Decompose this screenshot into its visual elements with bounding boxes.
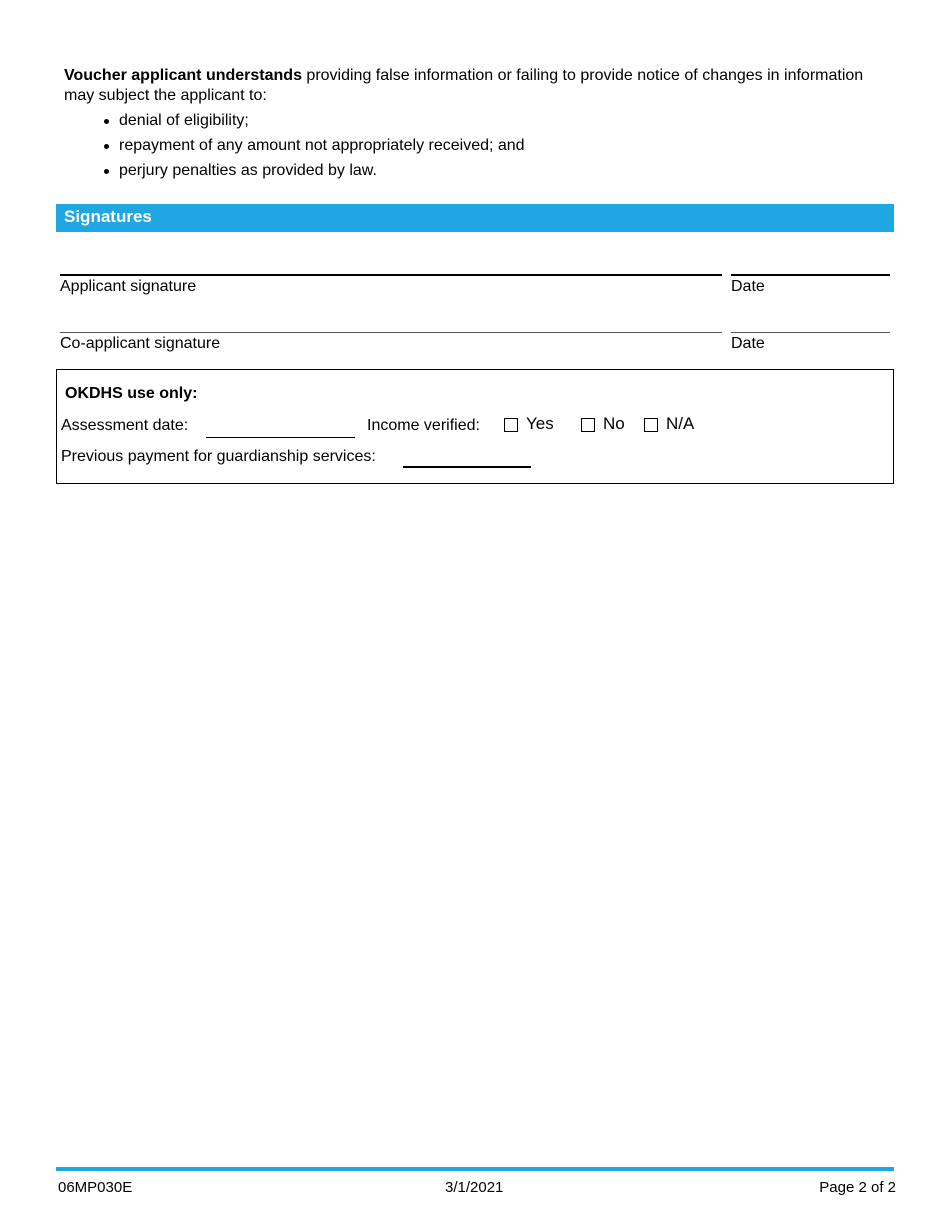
list-item: perjury penalties as provided by law. <box>100 160 525 185</box>
income-no-label: No <box>603 414 625 433</box>
income-na-checkbox[interactable] <box>644 418 658 432</box>
assessment-date-field[interactable] <box>206 437 355 438</box>
bullet-icon <box>104 144 109 149</box>
assessment-date-label: Assessment date: <box>61 417 189 434</box>
applicant-date-label: Date <box>731 278 765 295</box>
coapplicant-signature-label: Co-applicant signature <box>60 335 221 352</box>
bullet-icon <box>104 119 109 124</box>
coapplicant-date-label: Date <box>731 335 765 352</box>
form-id: 06MP030E <box>58 1179 133 1196</box>
okdhs-use-only-box <box>56 369 894 484</box>
income-verified-label: Income verified: <box>367 417 480 434</box>
income-yes-checkbox[interactable] <box>504 418 518 432</box>
footer-divider <box>56 1167 894 1171</box>
intro-text: providing false information or failing to provide notice of changes in information may subject the applicant to: <box>64 67 864 104</box>
bullet-icon <box>104 169 109 174</box>
applicant-date-line[interactable] <box>731 274 890 276</box>
intro-bold: Voucher applicant understands <box>64 67 302 84</box>
list-item: repayment of any amount not appropriately received; and <box>100 135 525 160</box>
income-na-label: N/A <box>666 414 695 433</box>
income-yes-label: Yes <box>526 414 554 433</box>
signatures-section-header <box>56 204 894 232</box>
income-no-checkbox[interactable] <box>581 418 595 432</box>
intro-paragraph <box>64 66 884 106</box>
applicant-signature-label: Applicant signature <box>60 278 197 295</box>
okdhs-title: OKDHS use only: <box>65 385 198 402</box>
coapplicant-signature-line[interactable] <box>60 332 722 333</box>
previous-payment-field[interactable] <box>403 466 531 468</box>
list-item: denial of eligibility; <box>100 110 525 135</box>
coapplicant-date-line[interactable] <box>731 332 890 333</box>
applicant-signature-line[interactable] <box>60 274 722 276</box>
section-title: Signatures <box>64 207 152 226</box>
previous-payment-label: Previous payment for guardianship services: <box>61 448 376 465</box>
revision-date: 3/1/2021 <box>445 1179 504 1196</box>
page-number: Page 2 of 2 <box>819 1179 896 1196</box>
consequence-list <box>100 110 525 185</box>
